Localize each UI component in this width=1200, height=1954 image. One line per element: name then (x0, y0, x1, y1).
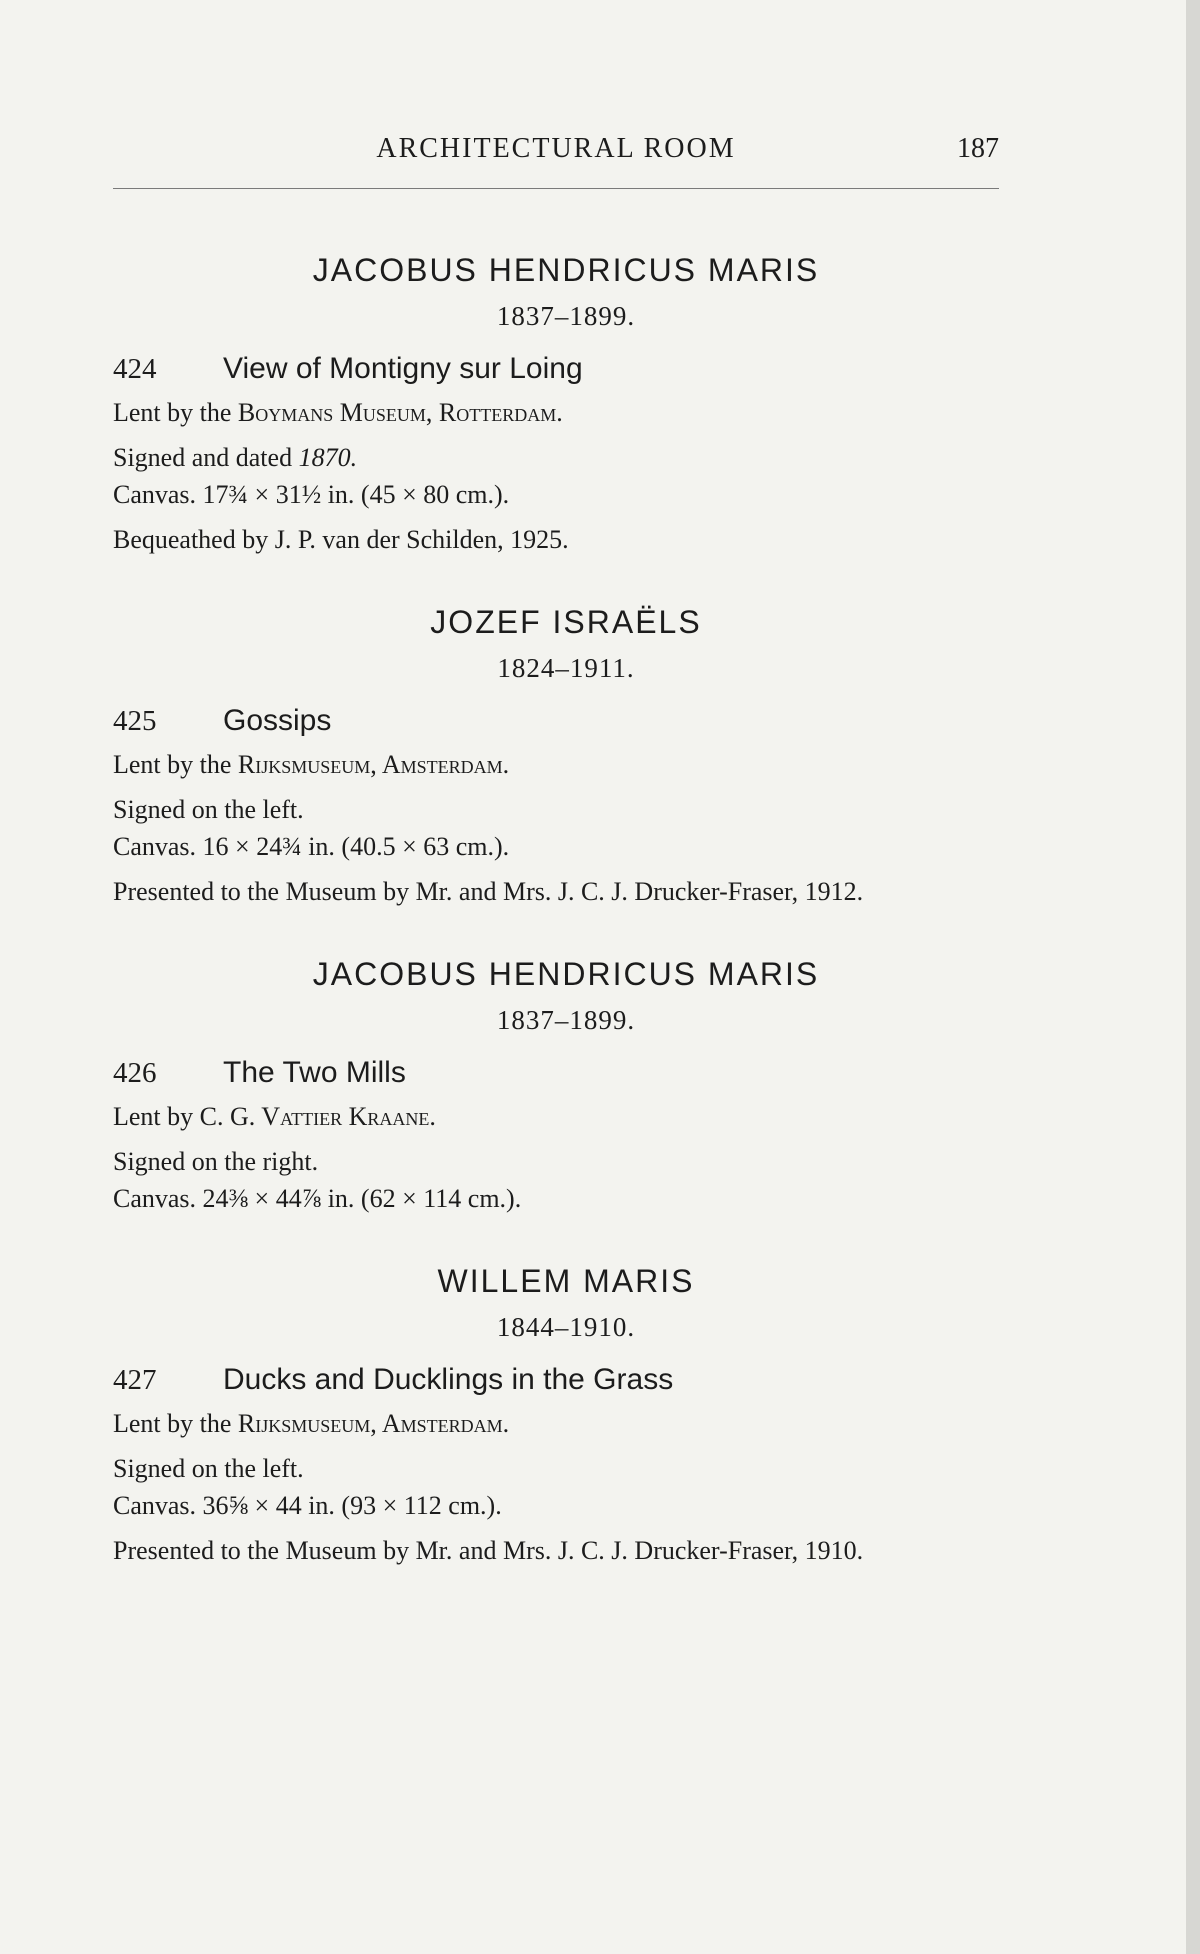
catalogue-number: 425 (113, 705, 157, 737)
lender-name: C. G. Vattier Kraane. (199, 1102, 436, 1131)
lender-line (113, 1098, 1019, 1135)
catalogue-content (113, 252, 1019, 1615)
signature-year: 1870. (298, 443, 358, 472)
artist-name: JOZEF ISRAËLS (430, 604, 702, 640)
lender-prefix: Lent by the (113, 750, 232, 779)
artist-name: JACOBUS HENDRICUS MARIS (312, 956, 820, 992)
provenance-line: Presented to the Museum by Mr. and Mrs. J. C. J. Drucker-Fraser, 1910. (113, 1536, 864, 1565)
provenance-line: Presented to the Museum by Mr. and Mrs. J. C. J. Drucker-Fraser, 1912. (113, 877, 864, 906)
catalogue-number: 427 (113, 1364, 157, 1396)
signature-line: Signed on the left. (113, 1454, 304, 1483)
running-title: ARCHITECTURAL ROOM (376, 133, 736, 164)
lender-prefix: Lent by the (113, 398, 232, 427)
lender-name: Rijksmuseum, Amsterdam. (237, 1409, 510, 1438)
signature-line (113, 439, 1019, 476)
signature-line: Signed on the left. (113, 795, 304, 824)
artwork-title: Ducks and Ducklings in the Grass (223, 1363, 674, 1396)
entry-heading (113, 1363, 1019, 1397)
lender-line (113, 1405, 1019, 1442)
artwork-title: View of Montigny sur Loing (223, 352, 583, 385)
signature-prefix: Signed and dated (113, 443, 293, 472)
canvas-dimensions: Canvas. 36⅝ × 44 in. (93 × 112 cm.). (113, 1491, 502, 1520)
artist-dates: 1837–1899. (496, 1005, 636, 1035)
entry-heading (113, 704, 1019, 738)
provenance-line: Bequeathed by J. P. van der Schilden, 1925. (113, 525, 569, 554)
signature-line: Signed on the right. (113, 1147, 319, 1176)
artwork-title: Gossips (223, 704, 332, 737)
page-edge (1186, 0, 1200, 1954)
page-number: 187 (957, 133, 999, 164)
lender-prefix: Lent by (113, 1102, 194, 1131)
canvas-dimensions: Canvas. 17¾ × 31½ in. (45 × 80 cm.). (113, 480, 510, 509)
lender-line (113, 746, 1019, 783)
artist-section (113, 956, 1019, 1217)
artist-section (113, 252, 1019, 558)
lender-line (113, 394, 1019, 431)
artist-name: WILLEM MARIS (437, 1263, 695, 1299)
artist-section (113, 1263, 1019, 1569)
canvas-dimensions: Canvas. 24⅜ × 44⅞ in. (62 × 114 cm.). (113, 1184, 522, 1213)
header-rule (113, 188, 999, 189)
running-head (113, 133, 999, 177)
entry-heading (113, 352, 1019, 386)
catalogue-number: 424 (113, 353, 157, 385)
lender-name: Rijksmuseum, Amsterdam. (237, 750, 510, 779)
artist-dates: 1824–1911. (497, 653, 635, 683)
entry-heading (113, 1056, 1019, 1090)
artist-dates: 1837–1899. (496, 301, 636, 331)
artist-dates: 1844–1910. (496, 1312, 636, 1342)
catalogue-number: 426 (113, 1057, 157, 1089)
artwork-title: The Two Mills (223, 1056, 406, 1089)
lender-name: Boymans Museum, Rotterdam. (237, 398, 563, 427)
artist-name: JACOBUS HENDRICUS MARIS (312, 252, 820, 288)
canvas-dimensions: Canvas. 16 × 24¾ in. (40.5 × 63 cm.). (113, 832, 510, 861)
artist-section (113, 604, 1019, 910)
lender-prefix: Lent by the (113, 1409, 232, 1438)
